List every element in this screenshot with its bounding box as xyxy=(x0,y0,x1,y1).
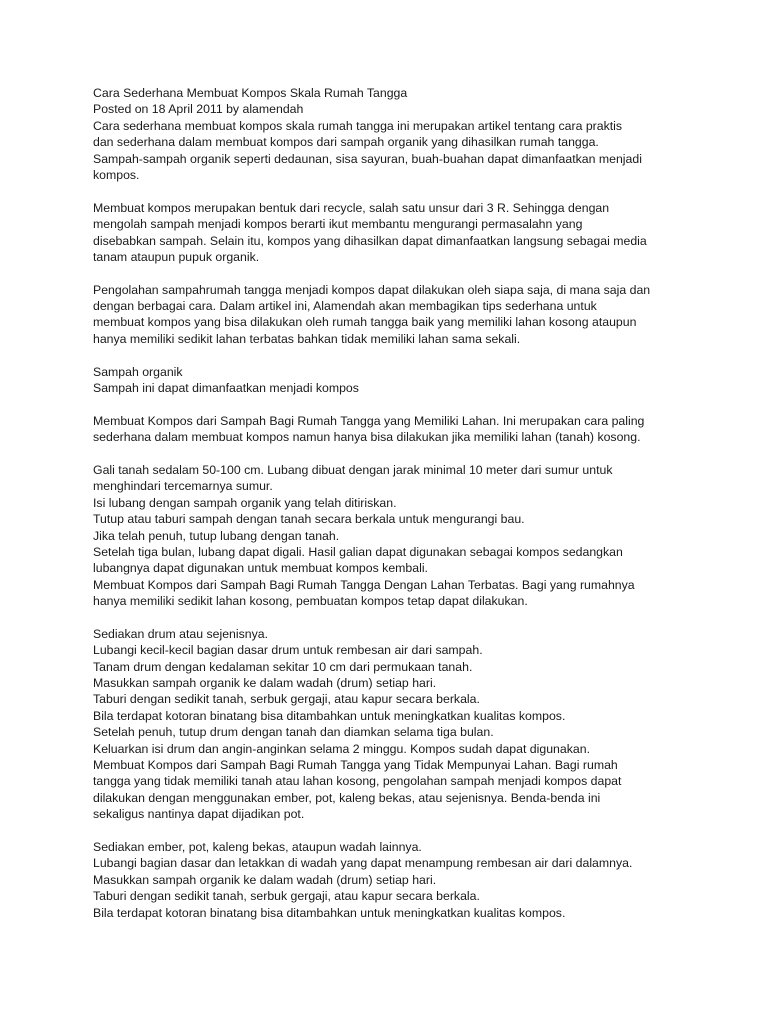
text-line: Sediakan drum atau sejenisnya. xyxy=(93,626,268,641)
text-line: Jika telah penuh, tutup lubang dengan tanah. xyxy=(93,528,340,543)
paragraph-gap xyxy=(93,347,683,363)
text-line: Tutup atau taburi sampah dengan tanah secara berkala untuk mengurangi bau. xyxy=(93,512,525,527)
text-line: kompos. xyxy=(93,167,140,182)
paragraph-gap xyxy=(93,396,683,412)
text-line: Setelah tiga bulan, lubang dapat digali. Hasil galian dapat digunakan sebagai kompos sedangkan xyxy=(93,544,623,559)
text-line: Tanam drum dengan kedalaman sekitar 10 cm dari permukaan tanah. xyxy=(93,659,473,674)
text-line: Masukkan sampah organik ke dalam wadah (drum) setiap hari. xyxy=(93,676,437,691)
text-line: membuat kompos yang bisa dilakukan oleh rumah tangga baik yang memiliki lahan kosong ataupun xyxy=(93,315,637,330)
text-line: Isi lubang dengan sampah organik yang telah ditiriskan. xyxy=(93,495,397,510)
text-line: Gali tanah sedalam 50-100 cm. Lubang dibuat dengan jarak minimal 10 meter dari sumur untuk xyxy=(93,462,613,477)
text-line: Membuat kompos merupakan bentuk dari recycle, salah satu unsur dari 3 R. Sehingga dengan xyxy=(93,200,610,215)
text-line: Masukkan sampah organik ke dalam wadah (drum) setiap hari. xyxy=(93,872,437,887)
text-line: lubangnya dapat digunakan untuk membuat kompos kembali. xyxy=(93,561,428,576)
text-line: mengolah sampah menjadi kompos berarti ikut membantu mengurangi permasalahn yang xyxy=(93,217,583,232)
text-line: Bila terdapat kotoran binatang bisa ditambahkan untuk meningkatkan kualitas kompos. xyxy=(93,708,566,723)
text-line: Sampah organik xyxy=(93,364,183,379)
text-line: Setelah penuh, tutup drum dengan tanah dan diamkan selama tiga bulan. xyxy=(93,725,494,740)
paragraph-gap xyxy=(93,610,683,626)
text-line: Sampah ini dapat dimanfaatkan menjadi kompos xyxy=(93,381,359,396)
document-title: Cara Sederhana Membuat Kompos Skala Rumah Tangga xyxy=(93,86,408,100)
text-line: dilakukan dengan menggunakan ember, pot, kaleng bekas, atau sejenisnya. Benda-benda ini xyxy=(93,790,601,805)
text-line: Membuat Kompos dari Sampah Bagi Rumah Tangga yang Memiliki Lahan. Ini merupakan cara paling xyxy=(93,413,645,428)
text-line: tanam ataupun pupuk organik. xyxy=(93,249,260,264)
text-line: Bila terdapat kotoran binatang bisa ditambahkan untuk meningkatkan kualitas kompos. xyxy=(93,905,566,920)
text-line: Sampah-sampah organik seperti dedaunan, sisa sayuran, buah-buahan dapat dimanfaatkan menjadi xyxy=(93,151,642,166)
text-line: Cara sederhana membuat kompos skala rumah tangga ini merupakan artikel tentang cara praktis xyxy=(93,118,623,133)
text-line: Sediakan ember, pot, kaleng bekas, ataupun wadah lainnya. xyxy=(93,839,422,854)
text-line: Membuat Kompos dari Sampah Bagi Rumah Tangga Dengan Lahan Terbatas. Bagi yang rumahnya xyxy=(93,577,635,592)
text-line: Lubangi bagian dasar dan letakkan di wadah yang dapat menampung rembesan air dari dalamnya. xyxy=(93,856,633,871)
text-line: tangga yang tidak memiliki tanah atau lahan kosong, pengolahan sampah menjadi kompos dapat xyxy=(93,774,622,789)
text-line: hanya memiliki sedikit lahan kosong, pembuatan kompos tetap dapat dilakukan. xyxy=(93,594,528,609)
text-line: sekaligus nantinya dapat dijadikan pot. xyxy=(93,807,305,822)
document-page xyxy=(93,85,683,921)
text-line: Membuat Kompos dari Sampah Bagi Rumah Tangga yang Tidak Mempunyai Lahan. Bagi rumah xyxy=(93,758,618,773)
text-line: disebabkan sampah. Selain itu, kompos yang dihasilkan dapat dimanfaatkan langsung sebagai media xyxy=(93,233,647,248)
paragraph-gap xyxy=(93,183,683,199)
paragraph-gap xyxy=(93,823,683,839)
post-meta: Posted on 18 April 2011 by alamendah xyxy=(93,102,304,117)
text-line: hanya memiliki sedikit lahan terbatas bahkan tidak memiliki lahan sama sekali. xyxy=(93,331,521,346)
text-line: dan sederhana dalam membuat kompos dari sampah organik yang dihasilkan rumah tangga. xyxy=(93,135,599,150)
text-line: dengan berbagai cara. Dalam artikel ini, Alamendah akan membagikan tips sederhana untuk xyxy=(93,299,597,314)
paragraph-gap xyxy=(93,446,683,462)
text-line: Keluarkan isi drum dan angin-anginkan selama 2 minggu. Kompos sudah dapat digunakan. xyxy=(93,741,590,756)
text-line: Lubangi kecil-kecil bagian dasar drum untuk rembesan air dari sampah. xyxy=(93,643,483,658)
text-line: Taburi dengan sedikit tanah, serbuk gergaji, atau kapur secara berkala. xyxy=(93,889,480,904)
text-line: Taburi dengan sedikit tanah, serbuk gergaji, atau kapur secara berkala. xyxy=(93,692,480,707)
text-line: sederhana dalam membuat kompos namun hanya bisa dilakukan jika memiliki lahan (tanah) kosong. xyxy=(93,430,641,445)
text-line: menghindari tercemarnya sumur. xyxy=(93,479,273,494)
paragraph-gap xyxy=(93,265,683,281)
text-line: Pengolahan sampahrumah tangga menjadi kompos dapat dilakukan oleh siapa saja, di mana saja dan xyxy=(93,282,651,297)
